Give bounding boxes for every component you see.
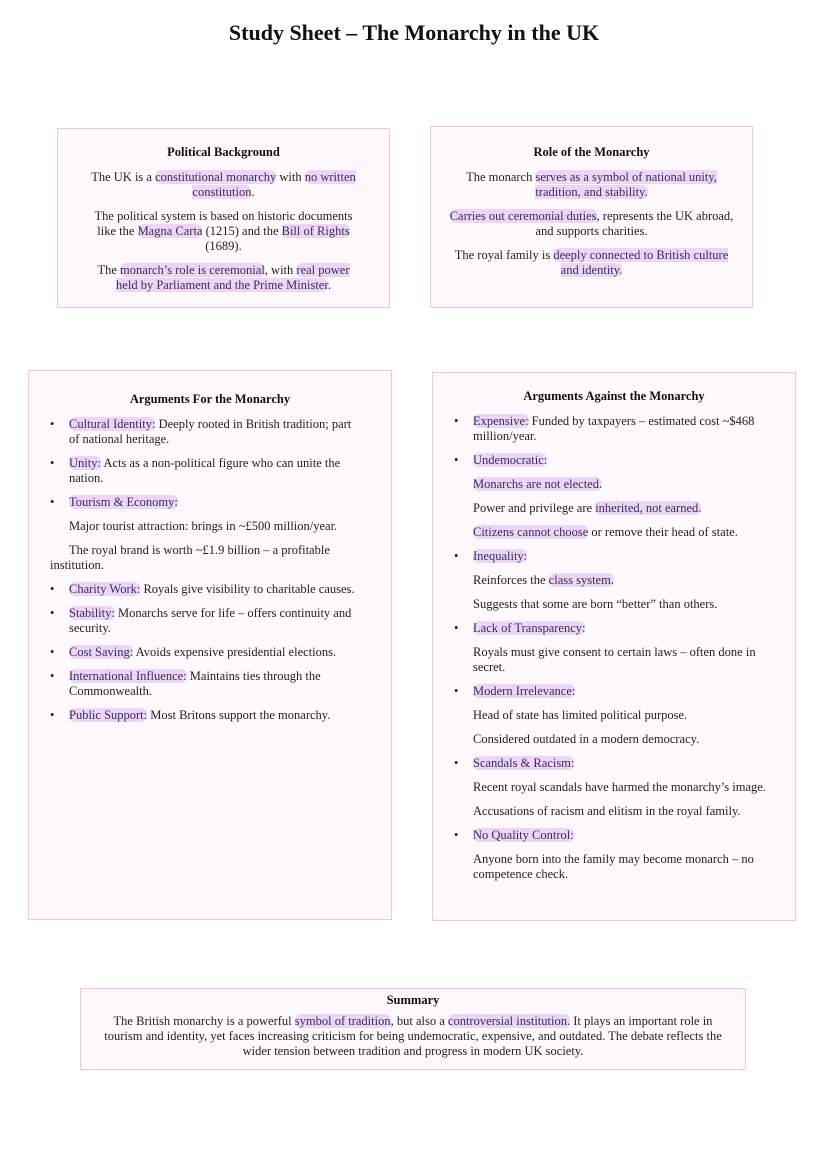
bullet-item [433,828,771,843]
section-heading: Summary [386,993,440,1007]
highlighted-text: Undemocratic: [473,453,548,467]
bullet-item [433,453,771,468]
highlighted-text: Public Support: [69,708,148,722]
sub-item [433,597,771,612]
text: Deeply rooted in British tradition; part of national heritage. [69,417,352,446]
highlighted-text: Inequality: [473,549,528,563]
sub-item [433,780,771,795]
summary-box [80,988,746,1070]
bullet-item [433,549,771,564]
arguments-against-box [432,372,796,921]
bullet-item [29,606,363,636]
text: Avoids expensive presidential elections. [133,645,337,659]
highlighted-text: Scandals & Racism: [473,756,575,770]
highlighted-text: Unity: [69,456,101,470]
arguments-for-box [28,370,392,920]
highlighted-text: real power held by Parliament and the Prime Minister [116,263,350,292]
text: The [97,263,121,277]
role-of-monarchy-box [430,126,753,308]
paragraph [449,170,734,200]
highlighted-text: Monarchs are not elected. [473,477,603,491]
highlighted-text: no written constitution [192,170,356,199]
text: Monarchs serve for life – offers continuity and security. [69,606,352,635]
highlighted-text: Expensive: [473,414,529,428]
highlighted-text: deeply connected to British culture and identity. [553,248,729,277]
highlighted-text: Carries out ceremonial duties [449,209,597,223]
paragraph [449,209,734,239]
text: , represents the UK abroad, and supports charities. [535,209,734,238]
bullet-item [433,414,771,444]
text: Anyone born into the family may become monarch – no competence check. [473,852,754,881]
bullet-item [29,645,363,660]
text: or remove their head of state. [588,525,738,539]
sub-item [433,645,771,675]
sub-item [29,543,363,573]
bullet-item [29,708,363,723]
highlighted-text: symbol of tradition [294,1014,391,1028]
bullet-item [433,621,771,636]
highlighted-text: monarch’s role is ceremonial [120,263,265,277]
paragraph [103,1014,723,1059]
highlighted-text: Lack of Transparency: [473,621,586,635]
text: , with [264,263,297,277]
text: It plays an important role in tourism and identity, yet faces increasing criticism for being undemocratic, expensive, and outdated. The debate reflects the wider tension between tradition and progress in modern UK society. [104,1014,722,1058]
text: Major tourist attraction: brings in ~£500 million/year. [69,519,338,533]
highlighted-text: class system. [548,573,614,587]
highlighted-text: International Influence: [69,669,187,683]
text: with [276,170,305,184]
sub-item [433,501,771,516]
highlighted-text: Modern Irrelevance: [473,684,576,698]
bullet-item [29,669,363,699]
sub-item [433,708,771,723]
paragraph [86,170,361,200]
sub-item [433,477,771,492]
sub-item [433,525,771,540]
text: Considered outdated in a modern democracy. [473,732,700,746]
text: Royals give visibility to charitable causes. [140,582,355,596]
section-heading: Role of the Monarchy [533,145,650,159]
page-title: Study Sheet – The Monarchy in the UK [228,20,600,45]
sub-item [29,519,363,534]
bullet-item [29,456,363,486]
highlighted-text: No Quality Control: [473,828,574,842]
text: (1215) and the [202,224,282,238]
highlighted-text: Magna Carta [137,224,203,238]
paragraph [86,263,361,293]
sub-item [433,732,771,747]
text: , but also a [390,1014,448,1028]
highlighted-text: Stability: [69,606,115,620]
paragraph [86,209,361,254]
text: . [251,185,255,199]
text: The royal brand is worth ~£1.9 billion – a profitable institution. [50,543,330,572]
text: The British monarchy is a powerful [113,1014,295,1028]
text: Suggests that some are born “better” than others. [473,597,718,611]
bullet-item [433,684,771,699]
section-heading: Arguments For the Monarchy [129,392,291,406]
text: Reinforces the [473,573,549,587]
sub-item [433,804,771,819]
text: Recent royal scandals have harmed the monarchy’s image. [473,780,766,794]
text: Head of state has limited political purpose. [473,708,688,722]
highlighted-text: constitutional monarchy [155,170,277,184]
text: . [327,278,331,292]
highlighted-text: controversial institution. [447,1014,571,1028]
sub-item [433,852,771,882]
highlighted-text: Citizens cannot choose [473,525,589,539]
highlighted-text: Charity Work: [69,582,141,596]
text: The royal family is [454,248,554,262]
text: Power and privilege are [473,501,596,515]
highlighted-text: Cost Saving: [69,645,134,659]
political-background-box [57,128,390,308]
highlighted-text: serves as a symbol of national unity, tradition, and stability. [535,170,717,199]
paragraph [449,248,734,278]
text: Royals must give consent to certain laws – often done in secret. [473,645,756,674]
text: Maintains ties through the Commonwealth. [69,669,321,698]
bullet-item [29,495,363,510]
highlighted-text: Bill of Rights [281,224,350,238]
text: Funded by taxpayers – estimated cost ~$468 million/year. [473,414,755,443]
highlighted-text: inherited, not earned. [595,501,702,515]
sub-item [433,573,771,588]
text: Acts as a non-political figure who can unite the nation. [69,456,341,485]
highlighted-text: Tourism & Economy: [69,495,178,509]
text: The UK is a [91,170,156,184]
bullet-item [433,756,771,771]
text: Accusations of racism and elitism in the royal family. [473,804,741,818]
bullet-item [29,417,363,447]
section-heading: Political Background [167,145,280,159]
text: (1689). [205,239,242,253]
bullet-item [29,582,363,597]
section-heading: Arguments Against the Monarchy [523,389,705,403]
text: The political system is based on historic documents like the [94,209,353,238]
text: Most Britons support the monarchy. [147,708,331,722]
highlighted-text: Cultural Identity: [69,417,156,431]
text: The monarch [466,170,536,184]
